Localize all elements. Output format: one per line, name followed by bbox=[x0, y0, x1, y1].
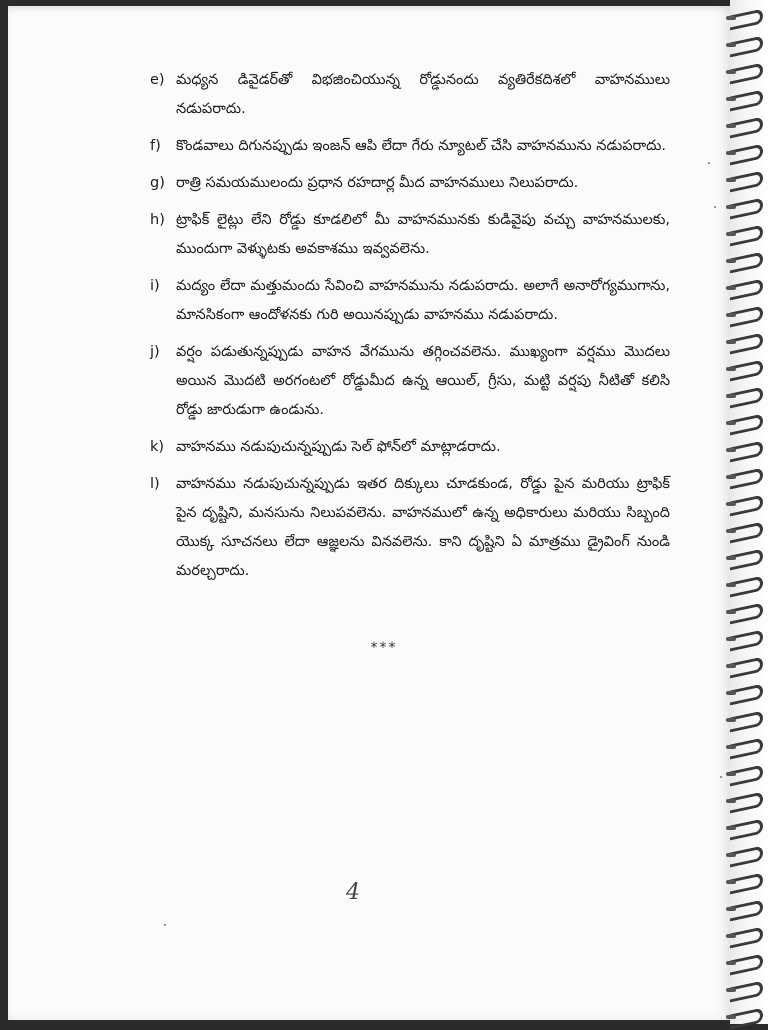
binding-coil bbox=[726, 170, 766, 188]
binding-coil bbox=[726, 602, 766, 620]
binding-coil bbox=[726, 116, 766, 134]
binding-coil bbox=[726, 224, 766, 242]
item-marker: k) bbox=[150, 439, 165, 455]
item-marker: e) bbox=[150, 72, 165, 88]
scan-speck bbox=[708, 162, 710, 164]
binding-coil bbox=[726, 575, 766, 593]
scan-speck bbox=[164, 924, 166, 926]
binding-coil bbox=[726, 899, 766, 917]
binding-coil bbox=[726, 386, 766, 404]
list-item bbox=[150, 169, 670, 198]
item-text: రాత్రి సమయములందు ప్రధాన రహదార్ల మీద వాహనములు నిలుపరాదు. bbox=[176, 175, 579, 191]
binding-coil bbox=[726, 683, 766, 701]
binding-coil bbox=[726, 710, 766, 728]
rules-list bbox=[150, 66, 670, 594]
binding-coil bbox=[726, 656, 766, 674]
binding-coil bbox=[726, 845, 766, 863]
binding-coil bbox=[726, 764, 766, 782]
list-item bbox=[150, 206, 670, 264]
binding-coil bbox=[726, 953, 766, 971]
item-marker: j) bbox=[150, 344, 160, 360]
item-marker: g) bbox=[150, 175, 165, 191]
list-item bbox=[150, 433, 670, 462]
list-item bbox=[150, 272, 670, 330]
item-text: వాహనము నడుపుచున్నప్పుడు ఇతర దిక్కులు చూడకుండ, రోడ్డు పైన మరియు ట్రాఫిక్ పైన దృష్టిని, మనసును నిలుపవలెను. వాహనములో ఉన్న అధికారులు మరియు సిబ్బంది యొక్క సూచనలు లేదా ఆజ్ఞలను వినవలెను. కాని దృష్టిని ఏ మాత్రము డ్రైవింగ్ నుండి మరల్చరాదు. bbox=[176, 476, 670, 579]
item-text: మద్యం లేదా మత్తుమందు సేవించి వాహనమును నడుపరాదు. అలాగే అనారోగ్యముగాను, మానసికంగా ఆందోళనకు గురి అయినప్పుడు వాహనము నడుపరాదు. bbox=[176, 278, 670, 323]
binding-coil bbox=[726, 35, 766, 53]
binding-coil bbox=[726, 305, 766, 323]
binding-coil bbox=[726, 359, 766, 377]
item-marker: i) bbox=[150, 278, 160, 294]
binding-coil bbox=[726, 494, 766, 512]
binding-coil bbox=[726, 8, 766, 26]
binding-coil bbox=[726, 89, 766, 107]
binding-coil bbox=[726, 980, 766, 998]
item-marker: f) bbox=[150, 138, 161, 154]
item-text: కొండవాలు దిగునప్పుడు ఇంజన్ ఆపి లేదా గేరు న్యూటల్ చేసి వాహనమును నడుపరాదు. bbox=[176, 138, 666, 154]
binding-coil bbox=[726, 62, 766, 80]
scan-speck bbox=[714, 206, 716, 208]
binding-coil bbox=[726, 548, 766, 566]
binding-coil bbox=[726, 251, 766, 269]
binding-coil bbox=[726, 872, 766, 890]
binding-coil bbox=[726, 1007, 766, 1025]
page-number: 4 bbox=[346, 880, 360, 905]
item-text: మధ్యన డివైడర్‌తో విభజించియున్న రోడ్డునందు వ్యతిరేకదిశలో వాహనములు నడుపరాదు. bbox=[176, 72, 670, 117]
list-item bbox=[150, 338, 670, 425]
binding-coil bbox=[726, 332, 766, 350]
item-marker: h) bbox=[150, 212, 165, 228]
list-item bbox=[150, 470, 670, 586]
scan-speck bbox=[720, 776, 722, 778]
binding-coil bbox=[726, 818, 766, 836]
binding-coil bbox=[726, 926, 766, 944]
binding-coil bbox=[726, 737, 766, 755]
binding-coil bbox=[726, 467, 766, 485]
binding-coil bbox=[726, 413, 766, 431]
item-text: వాహనము నడుపుచున్నప్పుడు సెల్ ఫోన్‌లో మాట్లాడరాదు. bbox=[176, 439, 501, 455]
list-item bbox=[150, 132, 670, 161]
binding-coil bbox=[726, 791, 766, 809]
item-text: ట్రాఫిక్ లైట్లు లేని రోడ్డు కూడలిలో మీ వాహనమునకు కుడివైపు వచ్చు వాహనములకు, ముందుగా వెళ్ళుటకు అవకాశము ఇవ్వవలెను. bbox=[176, 212, 670, 257]
binding-coil bbox=[726, 278, 766, 296]
item-text: వర్షం పడుతున్నప్పుడు వాహన వేగమును తగ్గించవలెను. ముఖ్యంగా వర్షము మొదలు అయిన మొదటి అరగంటలో రోడ్డుమీద ఉన్న ఆయిల్, గ్రీసు, మట్టి వర్షపు నీటితో కలిసి రోడ్డు జారుడుగా ఉండును. bbox=[176, 344, 670, 418]
binding-coil bbox=[726, 143, 766, 161]
binding-coil bbox=[726, 197, 766, 215]
binding-coil bbox=[726, 521, 766, 539]
item-marker: l) bbox=[150, 476, 160, 492]
list-item bbox=[150, 66, 670, 124]
section-separator: *** bbox=[370, 640, 398, 656]
binding-coil bbox=[726, 440, 766, 458]
